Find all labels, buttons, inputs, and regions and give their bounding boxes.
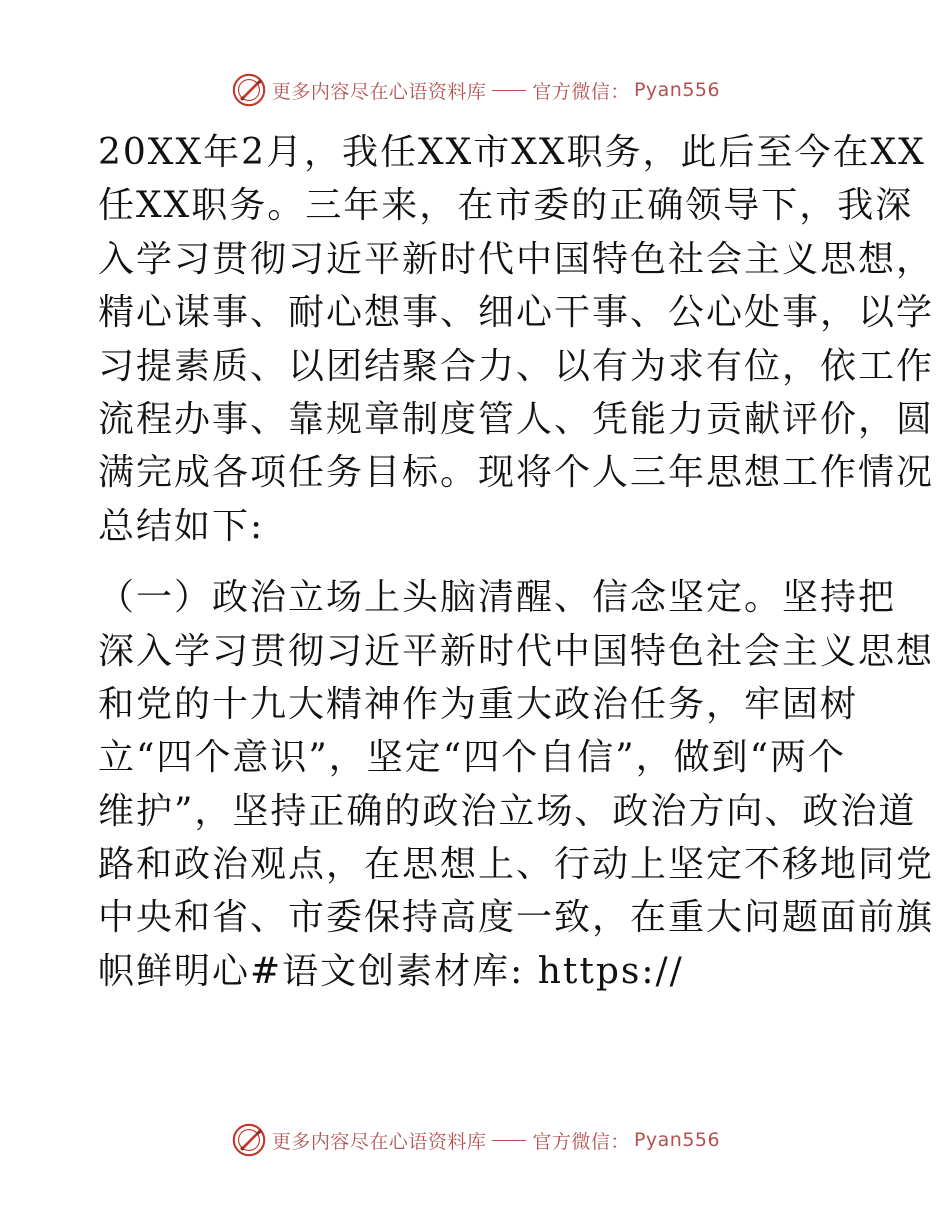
text-line: 维护”，坚持正确的政治立场、政治方向、政治道 [98,790,917,832]
text-line: 立“四个意识”，坚定“四个自信”，做到“两个 [98,737,847,779]
paragraph-gap [98,553,858,571]
watermark-account: Pyan556 [633,79,721,101]
watermark-brand: 更多内容尽在心语资料库 [271,80,487,103]
text-line: （一）政治立场上头脑清醒、信念坚定。坚持把 [98,577,897,619]
watermark-brand: 更多内容尽在心语资料库 [271,1130,487,1153]
text-line: 帜鲜明心#语文创素材库: https:// [98,950,684,992]
brand-logo-icon [230,71,268,109]
watermark-channel: 官方微信： [532,80,630,103]
text-line: 20XX年2月，我任XX市XX职务，此后至今在XX [98,132,926,173]
text-line: 精心谋事、耐心想事、细心干事、公心处事，以学 [98,292,935,334]
watermark-divider [492,90,526,91]
text-line: 总结如下: [98,505,265,547]
brand-logo-icon [230,1121,268,1159]
paragraph-intro [98,126,935,553]
text-line: 中央和省、市委保持高度一致，在重大问题面前旗 [98,897,935,939]
text-line: 流程办事、靠规章制度管人、凭能力贡献评价，圆 [98,398,935,440]
text-line: 满完成各项任务目标。现将个人三年思想工作情况 [98,452,935,494]
document-body [98,126,935,998]
text-line: 任XX职务。三年来，在市委的正确领导下，我深 [98,185,914,227]
text-line: 和党的十九大精神作为重大政治任务，牢固树 [98,683,859,725]
text-line: 入学习贯彻习近平新时代中国特色社会主义思想， [98,238,935,280]
text-line: 习提素质、以团结聚合力、以有为求有位，依工作 [98,345,935,387]
text-line: 路和政治观点，在思想上、行动上坚定不移地同党 [98,844,935,886]
watermark-channel: 官方微信： [532,1130,630,1153]
paragraph-political-stance [98,571,935,998]
watermark-divider [492,1140,526,1141]
watermark-account: Pyan556 [633,1129,721,1151]
text-line: 深入学习贯彻习近平新时代中国特色社会主义思想 [98,630,935,672]
watermark-banner-bottom [0,1120,950,1160]
watermark-banner-top [0,70,950,110]
